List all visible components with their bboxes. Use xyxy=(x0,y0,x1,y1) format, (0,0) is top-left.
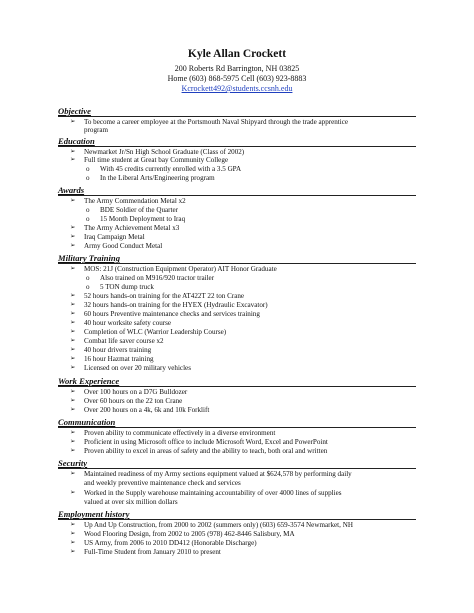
education-item: Full time student at Great bay Community College xyxy=(84,156,229,164)
bullet-arrow-icon: ➢ xyxy=(70,292,76,299)
bullet-arrow-icon: ➢ xyxy=(70,197,76,204)
bullet-arrow-icon: ➢ xyxy=(70,530,76,537)
bullet-circle-icon: o xyxy=(86,283,90,291)
bullet-circle-icon: o xyxy=(86,274,90,282)
bullet-arrow-icon: ➢ xyxy=(70,346,76,353)
education-subitem: In the Liberal Arts/Engineering program xyxy=(100,174,215,182)
phone-numbers: Home (603) 868-5975 Cell (603) 923-8883 xyxy=(167,74,307,83)
employment-item: Up And Up Construction, from 2000 to 2002 (summers only) (603) 659-3574 Newmarket, NH xyxy=(84,521,353,529)
training-item: 16 hour Hazmat training xyxy=(84,355,154,363)
bullet-arrow-icon: ➢ xyxy=(70,397,76,404)
communication-item: Proven ability to communicate effectively in a diverse environment xyxy=(84,429,276,437)
award-item: Army Good Conduct Metal xyxy=(84,242,163,250)
bullet-arrow-icon: ➢ xyxy=(70,489,76,496)
candidate-name: Kyle Allan Crockett xyxy=(187,48,287,60)
awards-heading: Awards xyxy=(58,185,85,195)
objective-text: To become a career employee at the Portsmouth Naval Shipyard through the trade apprentice xyxy=(84,118,349,126)
bullet-arrow-icon: ➢ xyxy=(70,539,76,546)
training-item: 52 hours hands-on training for the AT422T 22 ton Crane xyxy=(84,292,245,300)
training-item: Combat life saver course x2 xyxy=(84,337,164,345)
bullet-arrow-icon: ➢ xyxy=(70,233,76,240)
objective-text: program xyxy=(84,126,109,134)
training-item: 40 hour drivers training xyxy=(84,346,152,354)
employment-item: Wood Flooring Design, from 2002 to 2005 (978) 462-8446 Salisbury, MA xyxy=(84,530,295,538)
training-item: MOS: 21J (Construction Equipment Operator) AIT Honor Graduate xyxy=(84,265,277,273)
bullet-arrow-icon: ➢ xyxy=(70,328,76,335)
work-item: Over 100 hours on a D7G Bulldozer xyxy=(84,388,188,396)
bullet-circle-icon: o xyxy=(86,215,90,223)
bullet-arrow-icon: ➢ xyxy=(70,438,76,445)
bullet-arrow-icon: ➢ xyxy=(70,521,76,528)
bullet-arrow-icon: ➢ xyxy=(70,224,76,231)
security-item: Worked in the Supply warehouse maintaining accountability of over 4000 lines of supplies xyxy=(84,489,342,497)
award-subitem: 15 Month Deployment to Iraq xyxy=(100,215,186,223)
bullet-arrow-icon: ➢ xyxy=(70,319,76,326)
employment-history-heading: Employment history xyxy=(58,509,130,519)
security-item: valued at over six million dollars xyxy=(84,498,178,506)
communication-item: Proficient in using Microsoft office to include Microsoft Word, Excel and PowerPoint xyxy=(84,438,328,446)
security-item: and weekly preventive maintenance check and services xyxy=(84,479,241,487)
bullet-circle-icon: o xyxy=(86,165,90,173)
training-item: 40 hour worksite safety course xyxy=(84,319,172,327)
award-item: The Army Achievement Metal x3 xyxy=(84,224,180,232)
bullet-arrow-icon: ➢ xyxy=(70,406,76,413)
objective-heading: Objective xyxy=(58,106,91,116)
bullet-arrow-icon: ➢ xyxy=(70,156,76,163)
bullet-arrow-icon: ➢ xyxy=(70,242,76,249)
bullet-arrow-icon: ➢ xyxy=(70,470,76,477)
bullet-arrow-icon: ➢ xyxy=(70,310,76,317)
employment-item: US Army, from 2006 to 2010 DD412 (Honorable Discharge) xyxy=(84,539,257,547)
security-heading: Security xyxy=(58,458,88,468)
training-subitem: 5 TON dump truck xyxy=(100,283,154,291)
bullet-arrow-icon: ➢ xyxy=(70,265,76,272)
bullet-arrow-icon: ➢ xyxy=(70,364,76,371)
bullet-arrow-icon: ➢ xyxy=(70,355,76,362)
bullet-arrow-icon: ➢ xyxy=(70,337,76,344)
work-experience-heading: Work Experience xyxy=(58,376,120,386)
bullet-arrow-icon: ➢ xyxy=(70,148,76,155)
bullet-arrow-icon: ➢ xyxy=(70,388,76,395)
bullet-arrow-icon: ➢ xyxy=(70,301,76,308)
bullet-circle-icon: o xyxy=(86,174,90,182)
education-item: Newmarket Jr/Sn High School Graduate (Class of 2002) xyxy=(84,148,245,156)
education-subitem: With 45 credits currently enrolled with a 3.5 GPA xyxy=(100,165,242,173)
bullet-arrow-icon: ➢ xyxy=(70,429,76,436)
military-training-heading: Military Training xyxy=(58,253,120,263)
award-item: The Army Commendation Metal x2 xyxy=(84,197,186,205)
training-item: 60 hours Preventive maintenance checks and services training xyxy=(84,310,260,318)
address: 200 Roberts Rd Barrington, NH 03825 xyxy=(174,64,300,73)
communication-heading: Communication xyxy=(58,417,116,427)
award-subitem: BDE Soldier of the Quarter xyxy=(100,206,179,214)
communication-item: Proven ability to excel in areas of safety and the ability to teach, both oral and written xyxy=(84,447,328,455)
bullet-circle-icon: o xyxy=(86,206,90,214)
training-subitem: Also trained on M916/920 tractor trailer xyxy=(100,274,215,282)
training-item: 32 hours hands-on training for the HYEX (Hydraulic Excavator) xyxy=(84,301,268,309)
education-heading: Education xyxy=(58,136,95,146)
work-item: Over 200 hours on a 4k, 6k and 10k Forklift xyxy=(84,406,210,414)
bullet-arrow-icon: ➢ xyxy=(70,548,76,555)
training-item: Completion of WLC (Warrior Leadership Course) xyxy=(84,328,227,336)
work-item: Over 60 hours on the 22 ton Crane xyxy=(84,397,183,405)
bullet-arrow-icon: ➢ xyxy=(70,447,76,454)
training-item: Licensed on over 20 military vehicles xyxy=(84,364,191,372)
email-link[interactable]: Kcrockett492@students.ccsnh.edu xyxy=(181,84,293,93)
security-item: Maintained readiness of my Army sections equipment valued at $624,578 by performing daily xyxy=(84,470,352,478)
bullet-arrow-icon: ➢ xyxy=(70,118,76,125)
award-item: Iraq Campaign Metal xyxy=(84,233,145,241)
employment-item: Full-Time Student from January 2010 to present xyxy=(84,548,221,556)
